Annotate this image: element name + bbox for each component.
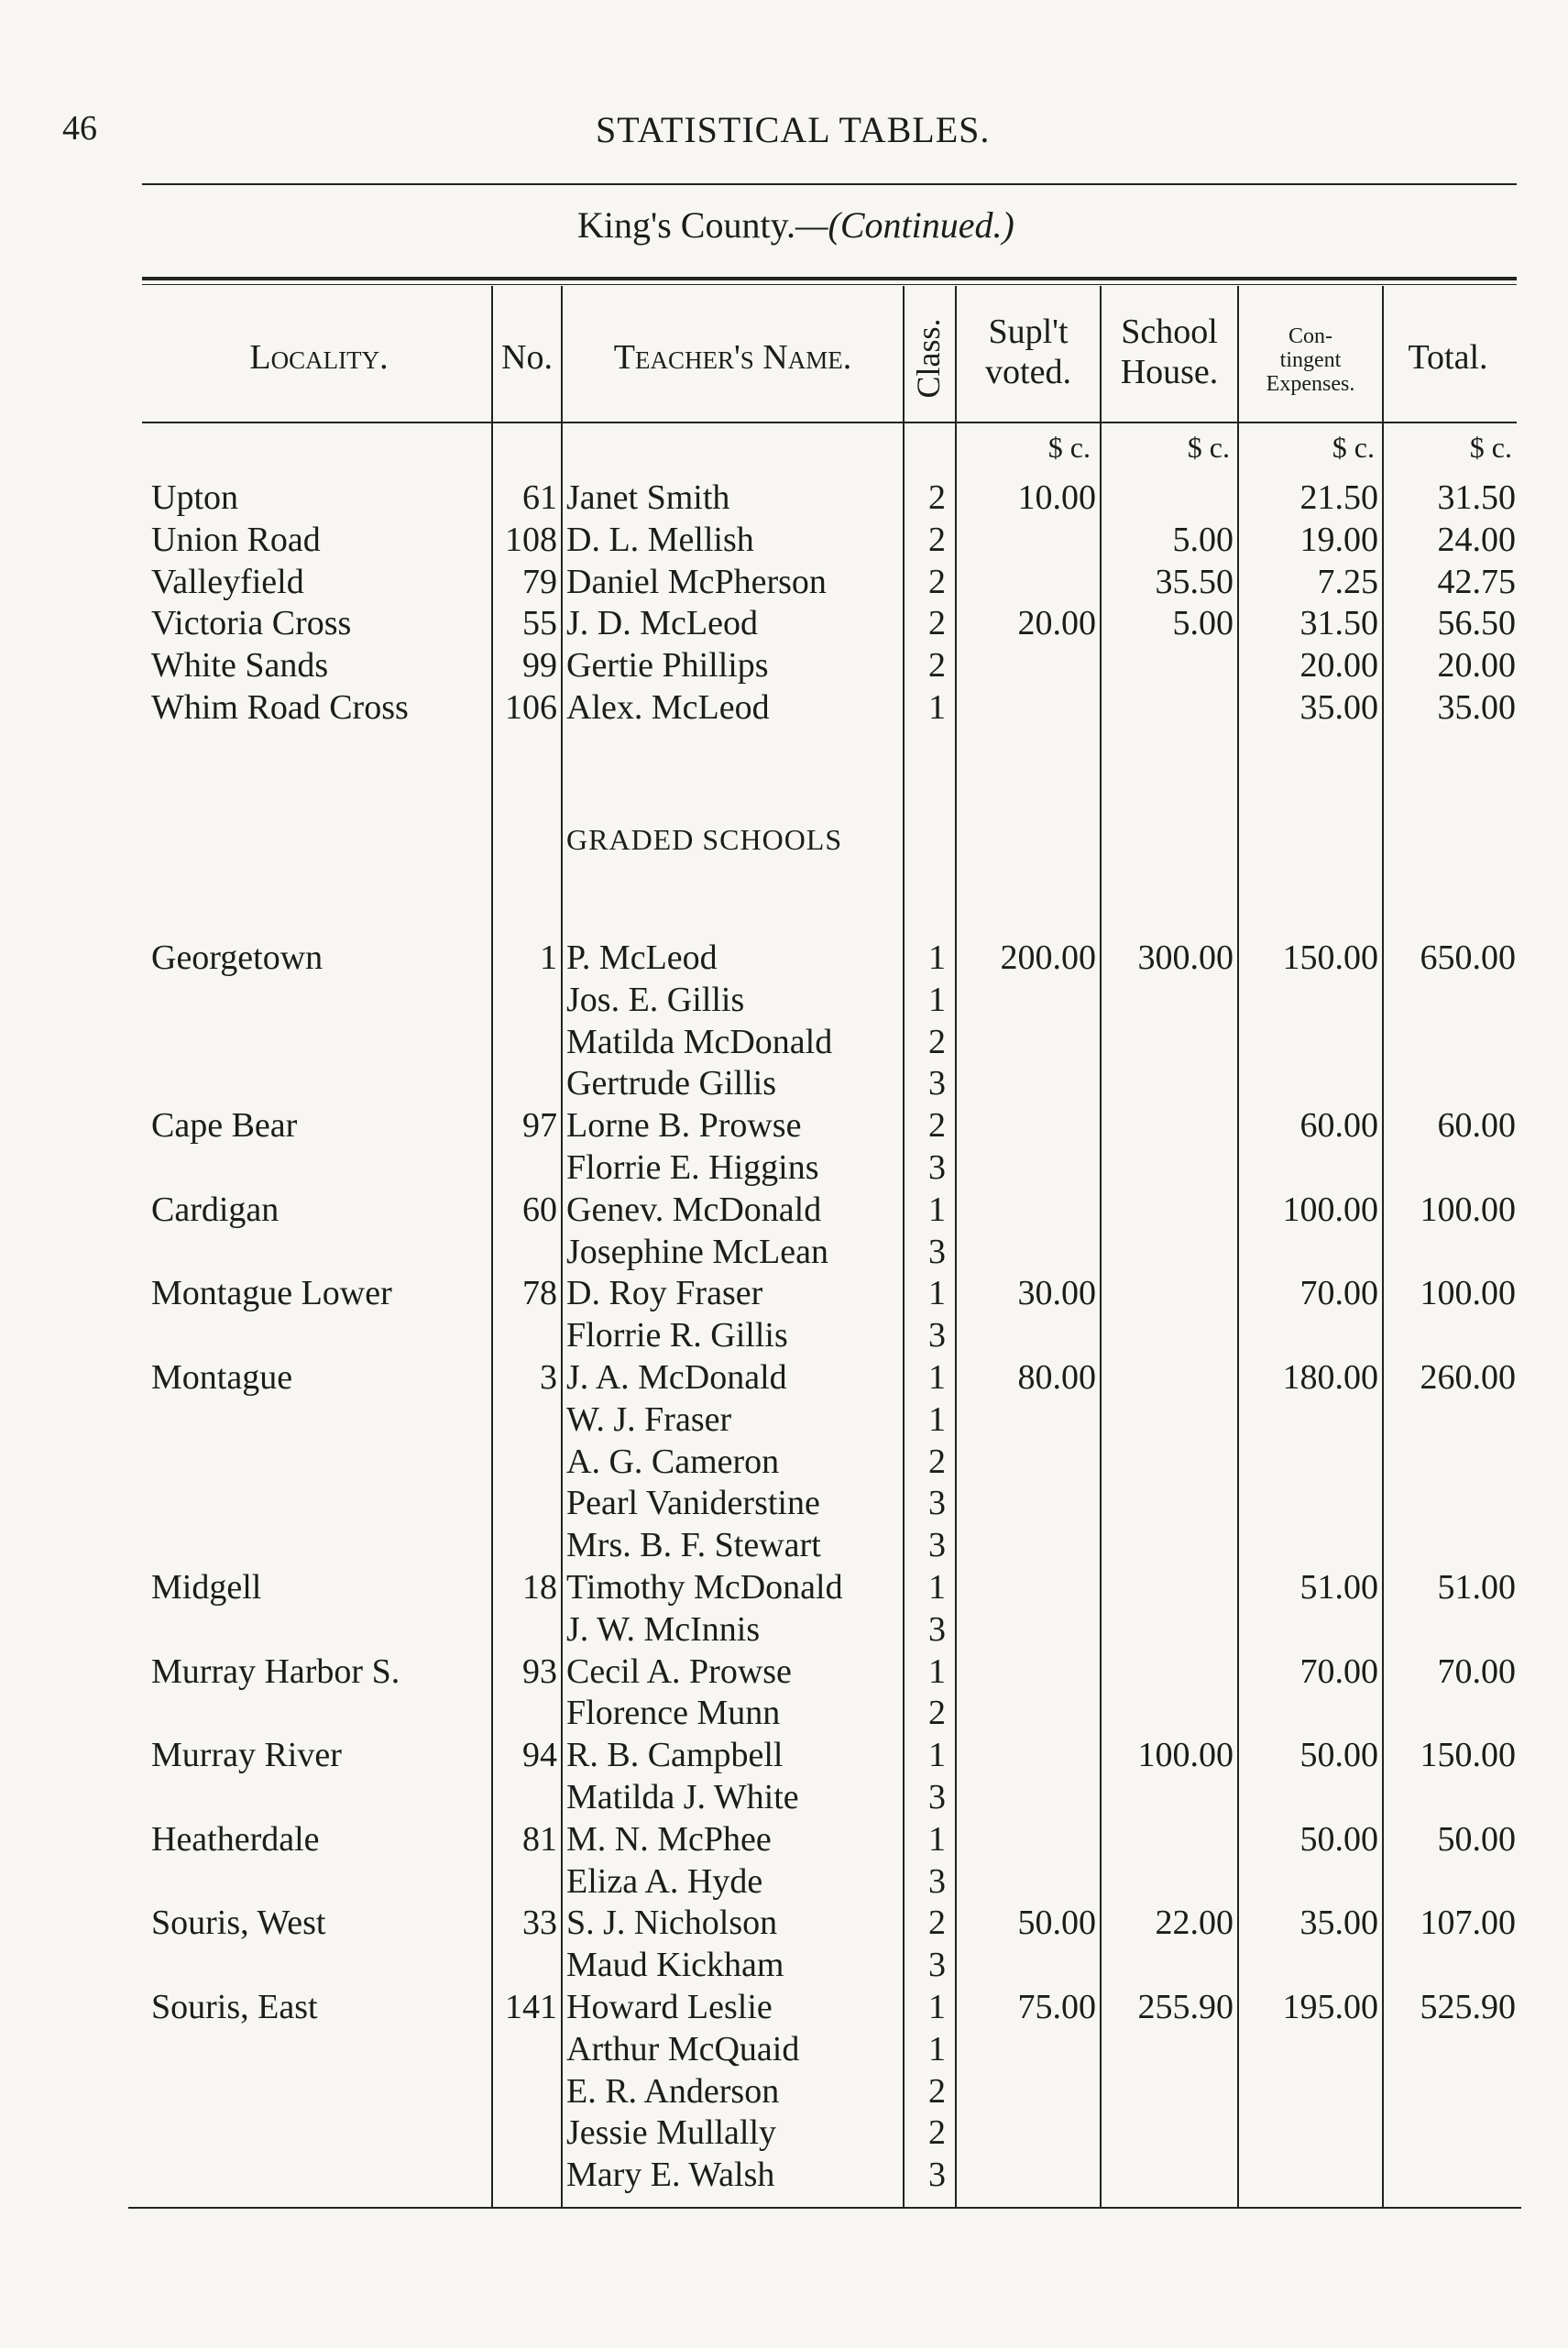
cell-no: 97	[522, 1106, 557, 1146]
cell-teacher: Matilda J. White	[566, 1778, 799, 1816]
cell-contingent: 60.00	[1299, 1106, 1378, 1146]
cell-class: 3	[928, 1484, 946, 1523]
page-title: STATISTICAL TABLES.	[596, 109, 991, 150]
cell-locality: Midgell	[151, 1568, 262, 1607]
cell-no: 99	[522, 646, 557, 686]
cell-locality: Upton	[151, 478, 238, 517]
cell-teacher: Gertrude Gillis	[566, 1064, 777, 1103]
cell-teacher: Genev. McDonald	[566, 1190, 822, 1229]
cell-teacher: Janet Smith	[566, 478, 730, 517]
cell-teacher: R. B. Campbell	[566, 1736, 784, 1775]
cell-teacher: Florrie R. Gillis	[566, 1316, 788, 1355]
cell-teacher: Florence Munn	[566, 1694, 781, 1733]
cell-school: 22.00	[1155, 1904, 1234, 1943]
cell-locality: Heatherdale	[151, 1819, 320, 1859]
cell-no: 108	[505, 520, 557, 559]
cell-teacher: E. R. Anderson	[566, 2071, 780, 2111]
cell-class: 1	[928, 1274, 946, 1313]
cell-class: 1	[928, 2029, 946, 2068]
county-caption: King's County.—(Continued.)	[577, 204, 1014, 246]
cell-class: 2	[928, 1904, 946, 1943]
cell-class: 2	[928, 1694, 946, 1733]
cell-no: 93	[522, 1651, 557, 1691]
cell-suplt: 30.00	[1017, 1274, 1096, 1313]
cell-class: 3	[928, 1064, 946, 1103]
header-bottom-rule	[142, 422, 1517, 423]
cell-class: 3	[928, 1148, 946, 1187]
cell-school: 255.90	[1137, 1988, 1234, 2026]
cell-no: 60	[522, 1190, 557, 1229]
cell-locality: Murray River	[151, 1736, 342, 1775]
header-suplt: Supl't voted.	[985, 313, 1071, 391]
cell-no: 79	[522, 562, 557, 601]
cell-locality: Murray Harbor S.	[151, 1651, 400, 1691]
cell-locality: Montague	[151, 1358, 293, 1397]
cell-locality: Souris, West	[151, 1904, 326, 1943]
cell-contingent: 50.00	[1299, 1736, 1378, 1775]
cell-total: 51.00	[1437, 1568, 1516, 1607]
cell-teacher: D. Roy Fraser	[566, 1274, 763, 1313]
cell-teacher: Daniel McPherson	[566, 562, 827, 601]
cell-teacher: Alex. McLeod	[566, 688, 770, 727]
cell-teacher: Matilda McDonald	[566, 1022, 833, 1061]
cell-contingent: 50.00	[1299, 1819, 1378, 1859]
cell-teacher: W. J. Fraser	[566, 1399, 732, 1439]
cell-suplt: 10.00	[1017, 478, 1096, 517]
cell-no: 78	[522, 1274, 557, 1313]
cell-contingent: 31.50	[1299, 604, 1378, 643]
cell-no: 55	[522, 604, 557, 643]
cell-locality: Cardigan	[151, 1190, 280, 1229]
cell-class: 3	[928, 1861, 946, 1901]
cell-total: 35.00	[1437, 688, 1516, 727]
cell-suplt: 200.00	[1000, 938, 1096, 977]
header-teacher: Teacher's Name.	[613, 338, 852, 377]
unit-contingent: $ c.	[1332, 431, 1375, 464]
cell-no: 106	[505, 688, 557, 727]
cell-class: 2	[928, 1442, 946, 1481]
cell-teacher: Pearl Vaniderstine	[566, 1484, 820, 1523]
cell-teacher: Florrie E. Higgins	[566, 1148, 819, 1187]
cell-total: 525.90	[1420, 1988, 1516, 2026]
cell-teacher: Howard Leslie	[566, 1988, 773, 2026]
cell-contingent: 180.00	[1282, 1358, 1378, 1397]
cell-class: 2	[928, 562, 946, 601]
cell-class: 3	[928, 1778, 946, 1816]
header-no: No.	[501, 338, 553, 377]
cell-total: 100.00	[1420, 1274, 1516, 1313]
cell-locality: Whim Road Cross	[151, 688, 409, 727]
header-school-house: School House.	[1120, 313, 1219, 391]
cell-teacher: Arthur McQuaid	[566, 2029, 800, 2068]
cell-class: 2	[928, 520, 946, 559]
cell-suplt: 80.00	[1017, 1358, 1096, 1397]
cell-contingent: 100.00	[1282, 1190, 1378, 1229]
header-locality: Locality.	[249, 338, 389, 377]
cell-class: 1	[928, 938, 946, 977]
cell-contingent: 51.00	[1299, 1568, 1378, 1607]
cell-class: 1	[928, 1819, 946, 1859]
cell-class: 3	[928, 1609, 946, 1649]
cell-total: 31.50	[1437, 478, 1516, 517]
cell-class: 2	[928, 646, 946, 686]
header-total: Total.	[1408, 338, 1488, 377]
cell-teacher: J. D. McLeod	[566, 604, 758, 643]
cell-school: 5.00	[1172, 604, 1234, 643]
cell-school: 35.50	[1155, 562, 1234, 601]
cell-total: 50.00	[1437, 1819, 1516, 1859]
cell-total: 56.50	[1437, 604, 1516, 643]
cell-suplt: 50.00	[1017, 1904, 1096, 1943]
section-graded-schools: GRADED SCHOOLS	[566, 823, 843, 856]
cell-locality: Souris, East	[151, 1988, 318, 2026]
cell-contingent: 150.00	[1282, 938, 1378, 977]
cell-contingent: 21.50	[1299, 478, 1378, 517]
cell-total: 42.75	[1437, 562, 1516, 601]
cell-class: 2	[928, 2113, 946, 2153]
cell-teacher: Lorne B. Prowse	[566, 1106, 802, 1146]
cell-no: 81	[522, 1819, 557, 1859]
cell-contingent: 35.00	[1299, 1904, 1378, 1943]
cell-total: 20.00	[1437, 646, 1516, 686]
cell-school: 100.00	[1137, 1736, 1234, 1775]
cell-class: 3	[928, 2156, 946, 2195]
cell-teacher: M. N. McPhee	[566, 1819, 772, 1859]
cell-teacher: D. L. Mellish	[566, 520, 754, 559]
cell-school: 300.00	[1137, 938, 1234, 977]
page-number: 46	[62, 109, 97, 148]
cell-locality: Union Road	[151, 520, 321, 559]
cell-contingent: 70.00	[1299, 1651, 1378, 1691]
cell-total: 150.00	[1420, 1736, 1516, 1775]
cell-class: 2	[928, 1022, 946, 1061]
cell-teacher: S. J. Nicholson	[566, 1904, 778, 1943]
col-rule-teacher	[903, 286, 905, 2207]
cell-class: 2	[928, 1106, 946, 1146]
cell-teacher: Josephine McLean	[566, 1232, 828, 1271]
cell-teacher: J. A. McDonald	[566, 1358, 787, 1397]
cell-total: 650.00	[1420, 938, 1516, 977]
cell-total: 24.00	[1437, 520, 1516, 559]
cell-class: 1	[928, 1736, 946, 1775]
cell-no: 141	[505, 1988, 557, 2026]
cell-class: 3	[928, 1232, 946, 1271]
cell-contingent: 70.00	[1299, 1274, 1378, 1313]
cell-suplt: 75.00	[1017, 1988, 1096, 2026]
table-top-rule-thin	[142, 284, 1517, 285]
cell-no: 94	[522, 1736, 557, 1775]
cell-class: 1	[928, 1988, 946, 2026]
cell-class: 1	[928, 1399, 946, 1439]
cell-total: 70.00	[1437, 1651, 1516, 1691]
cell-total: 60.00	[1437, 1106, 1516, 1146]
cell-school: 5.00	[1172, 520, 1234, 559]
cell-no: 18	[522, 1568, 557, 1607]
cell-total: 100.00	[1420, 1190, 1516, 1229]
cell-teacher: Timothy McDonald	[566, 1568, 843, 1607]
header-contingent: Con- tingent Expenses.	[1266, 324, 1355, 396]
cell-class: 1	[928, 1358, 946, 1397]
cell-class: 2	[928, 2071, 946, 2111]
cell-contingent: 19.00	[1299, 520, 1378, 559]
col-rule-no	[561, 286, 563, 2207]
cell-total: 260.00	[1420, 1358, 1516, 1397]
cell-teacher: Jessie Mullally	[566, 2113, 777, 2153]
header-class: Class.	[910, 318, 947, 399]
table-top-rule	[142, 277, 1517, 280]
cell-contingent: 195.00	[1282, 1988, 1378, 2026]
cell-locality: White Sands	[151, 646, 329, 686]
cell-teacher: Mrs. B. F. Stewart	[566, 1526, 821, 1565]
cell-teacher: Mary E. Walsh	[566, 2156, 775, 2195]
cell-teacher: Gertie Phillips	[566, 646, 769, 686]
cell-contingent: 35.00	[1299, 688, 1378, 727]
cell-class: 2	[928, 478, 946, 517]
cell-teacher: Maud Kickham	[566, 1946, 784, 1985]
cell-locality: Georgetown	[151, 938, 323, 977]
cell-class: 3	[928, 1526, 946, 1565]
cell-class: 1	[928, 1190, 946, 1229]
cell-class: 2	[928, 604, 946, 643]
cell-no: 33	[522, 1904, 557, 1943]
cell-teacher: Cecil A. Prowse	[566, 1651, 792, 1691]
unit-suplt: $ c.	[1047, 431, 1091, 464]
cell-teacher: A. G. Cameron	[566, 1442, 780, 1481]
cell-locality: Montague Lower	[151, 1274, 392, 1313]
cell-locality: Cape Bear	[151, 1106, 298, 1146]
cell-no: 61	[522, 478, 557, 517]
cell-class: 1	[928, 1651, 946, 1691]
cell-teacher: P. McLeod	[566, 938, 718, 977]
cell-class: 1	[928, 1568, 946, 1607]
cell-locality: Valleyfield	[151, 562, 304, 601]
cell-contingent: 20.00	[1299, 646, 1378, 686]
cell-teacher: Jos. E. Gillis	[566, 980, 745, 1019]
cell-no: 3	[540, 1358, 557, 1397]
cell-contingent: 7.25	[1317, 562, 1378, 601]
cell-teacher: Eliza A. Hyde	[566, 1861, 763, 1901]
cell-locality: Victoria Cross	[151, 604, 352, 643]
cell-class: 1	[928, 688, 946, 727]
cell-class: 3	[928, 1316, 946, 1355]
cell-no: 1	[540, 938, 557, 977]
cell-class: 1	[928, 980, 946, 1019]
table-bottom-rule	[128, 2207, 1521, 2209]
cell-class: 3	[928, 1946, 946, 1985]
cell-teacher: J. W. McInnis	[566, 1609, 761, 1649]
unit-total: $ c.	[1469, 431, 1512, 464]
unit-school: $ c.	[1187, 431, 1230, 464]
top-rule	[142, 183, 1517, 185]
cell-suplt: 20.00	[1017, 604, 1096, 643]
cell-total: 107.00	[1420, 1904, 1516, 1943]
